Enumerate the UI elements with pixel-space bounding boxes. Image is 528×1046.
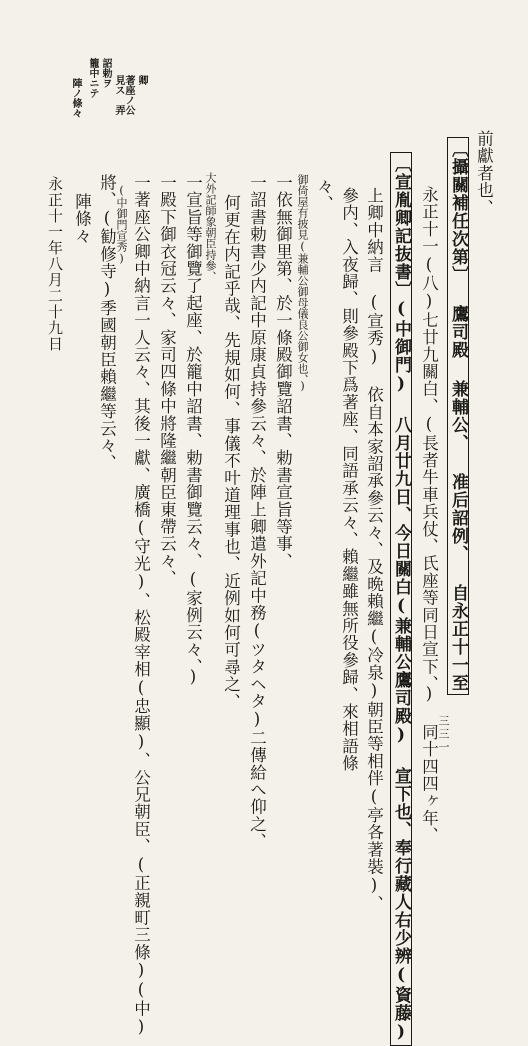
date-line: 永正十一年八月二十九日	[46, 176, 64, 352]
text-line: 上卿中納言 (宣秀) 依自本家詔承參云々、及晩賴繼(冷泉)朝臣等相伴(亭各著裝)、	[364, 187, 384, 913]
text-line: 一著座公卿中納言一人云々、其後一獻、廣橋(守光)、松殿宰相(忠顯)、公兄朝臣、(正親町三條)(中)	[131, 174, 151, 1037]
section-title: 陣條々	[72, 193, 92, 245]
note-line: 大外記師象朝臣持參、	[204, 172, 217, 282]
heading-line: 〔宣胤卿記抜書〕(中御門) 八月廿九日、今日關白(兼輔公鷹司殿) 宣下也、奉行藏人右少辨(資藤)	[392, 152, 409, 1046]
page-number: 三三一	[437, 715, 450, 754]
text-line: 一殿下御衣冠云々、家司四條中將隆繼朝臣東帶云々、	[157, 174, 177, 587]
text-line: 一宣旨等御覽了起座、於籠中詔書、勅書御覽云々、(家例云々、)	[183, 174, 203, 687]
text-line: 前獻者也、	[474, 130, 494, 216]
note-line: 御倚屋有披見(兼輔公御母儀良公御女也、)	[296, 174, 309, 393]
margin-note: 詔勅ヲ	[100, 58, 111, 88]
text-line: 一詔書勅書少内記中原康貞持參云々、於陣上卿遣外記中務(ツタヘタ)二傳給へ仰之、	[247, 174, 267, 850]
margin-note: 卿	[136, 75, 147, 85]
text-line: 將、(勧修寺)季國朝臣賴繼等云々、	[97, 174, 117, 472]
margin-note: 陣ノ條々	[70, 78, 81, 118]
note-line: (中御門宣秀)	[115, 184, 128, 265]
text-line: 參内、入夜歸、則參殿下爲著座、同語承云々、賴繼雖無所役參歸、來相語條	[339, 187, 359, 772]
margin-note: 籠中ニテ	[87, 58, 98, 98]
text-line: 永正十一(八)七廿九關白、(長者牛車兵仗、氏座等同日宣下、) 同十四四ヶ年、	[419, 186, 439, 844]
margin-note: 見ス	[113, 75, 124, 95]
margin-note: 著座ノ公	[123, 75, 134, 115]
text-line: 一依無御里第、於一條殿御覽詔書、勅書宣旨等事、	[273, 174, 293, 570]
text-line: 々、	[314, 178, 334, 213]
text-line: 何更在内記乎哉、先規如何、事儀不叶道理事也、近例如何可尋之、	[221, 194, 241, 710]
heading-line: 〔攝關補任次第〕 鷹司殿 兼輔公、 准后詔例、 自永正十一至	[449, 137, 466, 695]
margin-note: 弄	[113, 105, 124, 115]
